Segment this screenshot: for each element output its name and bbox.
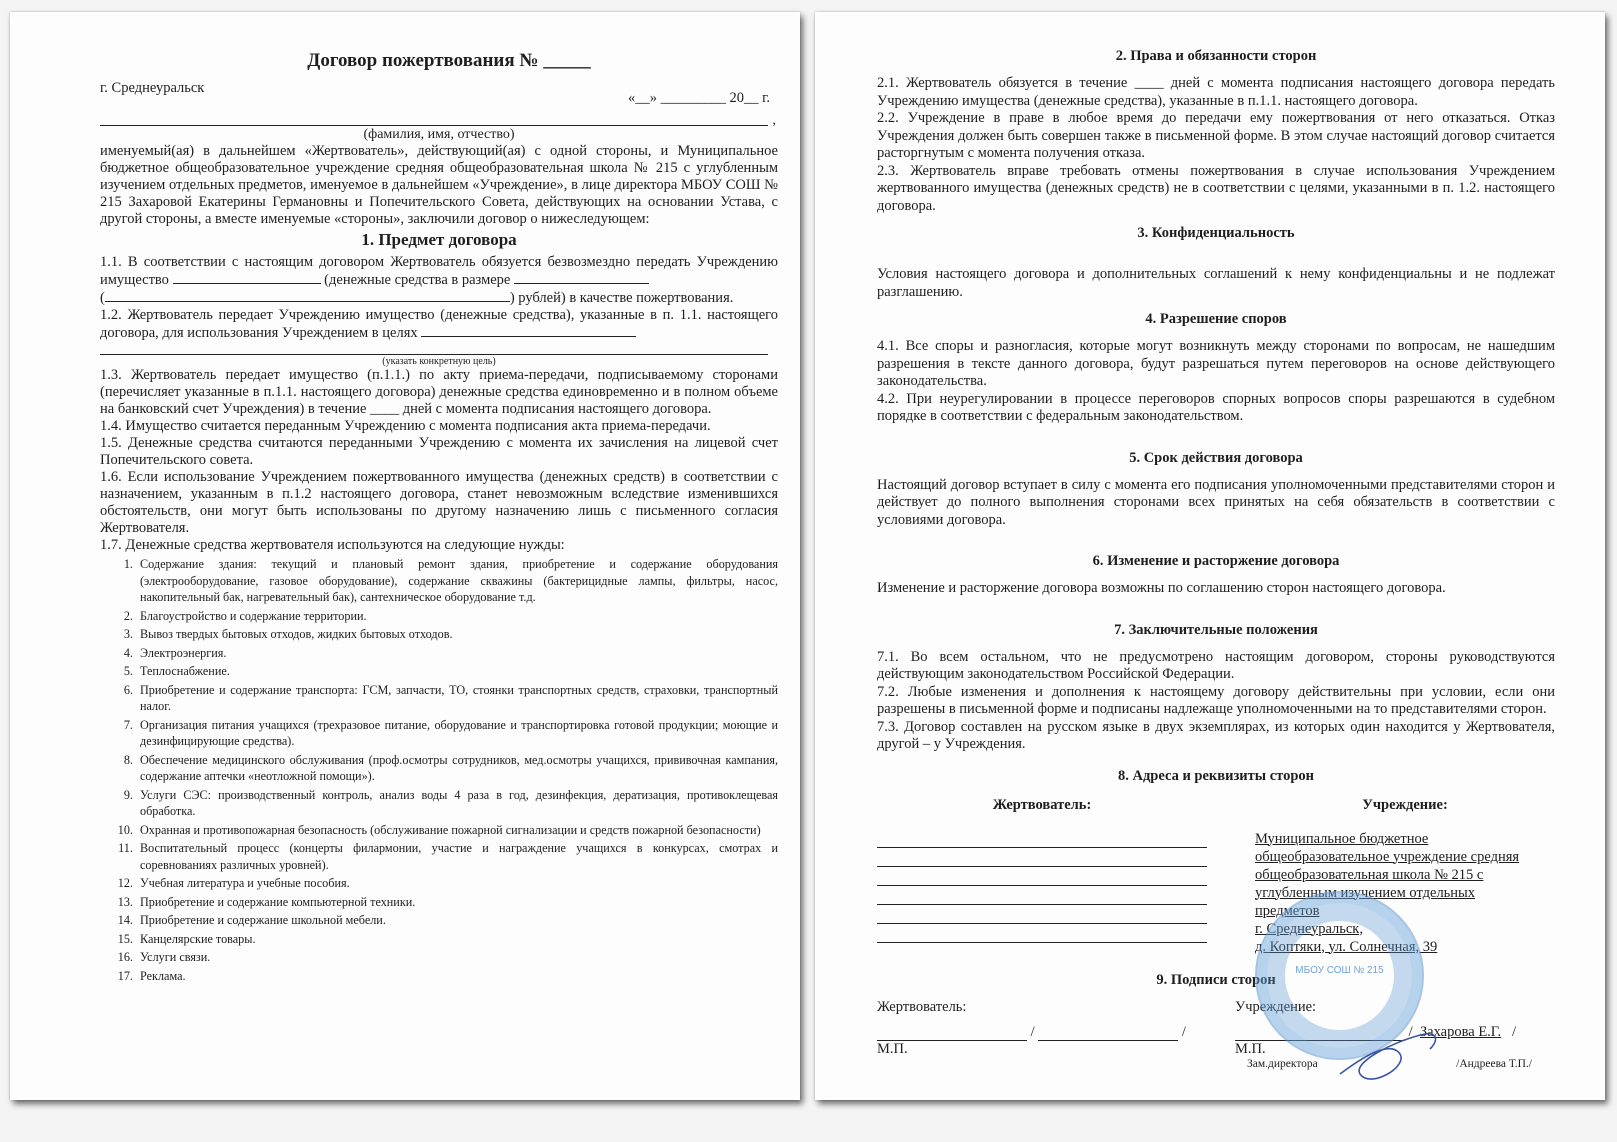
donor-sign-label: Жертвователь: bbox=[877, 998, 967, 1015]
institution-sign-label: Учреждение: bbox=[1235, 998, 1317, 1015]
amount-blank bbox=[514, 271, 649, 284]
section-4-title: 4. Разрешение споров bbox=[1145, 311, 1287, 327]
list-item: 14. Приобретение и содержание школьной мебели. bbox=[136, 912, 778, 929]
requisites bbox=[877, 797, 1555, 956]
needs-list bbox=[100, 556, 778, 984]
donor-signature-block: Жертвователь: / / М.П. bbox=[877, 999, 1207, 1070]
institution-address-line: Муниципальное бюджетное bbox=[1255, 830, 1429, 847]
institution-address-line: предметов bbox=[1255, 902, 1320, 919]
seal-label: М.П. bbox=[877, 1040, 908, 1057]
clause-1-4: 1.4. Имущество считается переданным Учреждению с момента подписания акта приема-передачи. bbox=[100, 418, 711, 434]
list-item: 10. Охранная и противопожарная безопасность (обслуживание пожарной сигнализации и средств пожарной безопасности) bbox=[136, 822, 778, 839]
clause-6: Изменение и расторжение договора возможны по соглашению сторон настоящего договора. bbox=[877, 580, 1446, 596]
list-item: 7. Организация питания учащихся (трехразовое питание, оборудование и транспортировка готовой продукции; моющие и дезинфицирующие средства). bbox=[136, 717, 778, 750]
name-caption: (фамилия, имя, отчество) bbox=[363, 127, 515, 142]
list-item: 8. Обеспечение медицинского обслуживания (проф.осмотры сотрудников, мед.осмотры учащихся, прививочная кампания, содержание аптечки «неотложной помощи»). bbox=[136, 752, 778, 785]
donor-requisites bbox=[877, 797, 1207, 956]
donor-requisite-line bbox=[877, 830, 1207, 848]
purpose-blank bbox=[421, 324, 636, 337]
clause-5: Настоящий договор вступает в силу с момента его подписания уполномоченными представителями сторон и действует до полного выполнения сторонами всех принятых на себя обязательств в соответствии с условиями договора. bbox=[877, 476, 1555, 528]
section-9-title: 9. Подписи сторон bbox=[1156, 971, 1276, 988]
list-item: 11. Воспитательный процесс (концерты филармонии, участие и награждение учащихся в конкурсах, смотрах и соревнованиях различных уровней). bbox=[136, 840, 778, 873]
purpose-caption: (указать конкретную цель) bbox=[382, 356, 496, 367]
list-item: 3. Вывоз твердых бытовых отходов, жидких бытовых отходов. bbox=[136, 626, 778, 643]
section-5-title: 5. Срок действия договора bbox=[1129, 449, 1303, 466]
clause-1-7: 1.7. Денежные средства жертвователя используются на следующие нужды: bbox=[100, 537, 565, 553]
donor-requisite-line bbox=[877, 849, 1207, 867]
donor-requisite-line bbox=[877, 906, 1207, 924]
section-6-title: 6. Изменение и расторжение договора bbox=[1092, 553, 1340, 569]
deputy-name: /Андреева Т.П./ bbox=[1456, 1057, 1532, 1070]
clause-1-3: 1.3. Жертвователь передает имущество (п.1.1.) по акту приема-передачи, подписываемому сторонами (перечисляет указанные в п.1.1. настоящего договора) денежные средства единовременно и в полном объеме на банковский счет Учреждения) в течение ____ дней с момента подписания настоящего договора. bbox=[100, 367, 778, 417]
donor-name-blank: , bbox=[100, 107, 768, 126]
institution-address-line: общеобразовательная школа № 215 с bbox=[1255, 866, 1484, 883]
institution-heading: Учреждение: bbox=[1362, 796, 1448, 813]
clause-7-3: 7.3. Договор составлен на русском языке в двух экземплярах, из которых один находится у Жертвователя, другой – у Учреждения. bbox=[877, 718, 1555, 752]
clause-7-1: 7.1. Во всем остальном, что не предусмотрено настоящим договором, стороны руководствуются действующим законодательством Российской Федерации. bbox=[877, 648, 1555, 682]
clause-4-2: 4.2. При неурегулировании в процессе переговоров спорных вопросов споры разрешаются в судебном порядке в соответствии с федеральным законодательством. bbox=[877, 390, 1555, 424]
donor-requisite-line bbox=[877, 887, 1207, 905]
document-title: Договор пожертвования № _____ bbox=[307, 50, 591, 71]
clause-2-1: 2.1. Жертвователь обязуется в течение ____ дней с момента подписания настоящего договора передать Учреждению имущества (денежные средства), указанные в п.1.1. настоящего договора. bbox=[877, 75, 1555, 109]
clause-4-1: 4.1. Все споры и разногласия, которые могут возникнуть между сторонами по вопросам, не нашедшим разрешения в тексте данного договора, будут разрешаться путем переговоров на основе действующего законодательства. bbox=[877, 338, 1555, 389]
section-8-title: 8. Адреса и реквизиты сторон bbox=[1117, 767, 1315, 784]
institution-signature-block: МБОУ СОШ № 215 Учреждение: / Захарова Е.Г. / М.П. Зам.директора /Андреева Т.П./ bbox=[1235, 999, 1555, 1070]
list-item: 12. Учебная литература и учебные пособия. bbox=[136, 875, 778, 892]
section-1-title: 1. Предмет договора bbox=[361, 230, 517, 249]
clause-7-2: 7.2. Любые изменения и дополнения к настоящему договору действительны при условии, если они разрешены в письменной форме и подписаны надлежаще уполномоченными на то представителями сторон. bbox=[877, 683, 1555, 717]
list-item: 5. Теплоснабжение. bbox=[136, 663, 778, 680]
institution-requisites bbox=[1255, 797, 1555, 956]
property-blank bbox=[173, 271, 321, 284]
section-7-title: 7. Заключительные положения bbox=[1114, 621, 1318, 638]
clause-3: Условия настоящего договора и дополнительных соглашений к нему конфиденциальны и не подлежат разглашению. bbox=[877, 266, 1555, 300]
stamp-text: МБОУ СОШ № 215 bbox=[1295, 964, 1384, 976]
clause-1-1: 1.1. В соответствии с настоящим договором Жертвователь обязуется безвозмездно передать Учреждению имущество (денежные средства в размере ( ) рублей) в качестве пожертвования. bbox=[100, 254, 778, 306]
director-name: Захарова Е.Г. bbox=[1419, 1023, 1502, 1040]
deputy-label: Зам.директора bbox=[1247, 1057, 1318, 1070]
donor-requisite-line bbox=[877, 925, 1207, 943]
contract-page-2 bbox=[815, 12, 1605, 1100]
institution-address-line: углубленным изучением отдельных bbox=[1255, 884, 1476, 901]
donor-heading: Жертвователь: bbox=[992, 796, 1092, 813]
date-field: «__» _________ 20__ г. bbox=[627, 90, 770, 106]
institution-address-line: г. Среднеуральск, bbox=[1255, 920, 1363, 937]
list-item: 16. Услуги связи. bbox=[136, 949, 778, 966]
list-item: 9. Услуги СЭС: производственный контроль, анализ воды 4 раза в год, дезинфекция, дератизация, противоклещевая обработка. bbox=[136, 787, 778, 820]
purpose-blank-2 bbox=[100, 344, 768, 355]
clause-1-6: 1.6. Если использование Учреждением пожертвованного имущества (денежных средств) в соответствии с назначением, указанным в п.1.2 настоящего договора, станет невозможным вследствие изменившихся обстоятельств, они могут быть использованы по другому назначению лишь с письменного согласия Жертвователя. bbox=[100, 469, 778, 536]
city: г. Среднеуральск bbox=[100, 80, 205, 96]
preamble: именуемый(ая) в дальнейшем «Жертвователь», действующий(ая) с одной стороны, и Муниципальное бюджетное общеобразовательное учреждение средняя общеобразовательная школа № 215 с углубленным изучением отдельных предметов, именуемое в дальнейшем «Учреждение», в лице директора МБОУ СОШ № 215 Захаровой Екатерины Германовны и Попечительского Совета, действующих на основании Устава, с другой стороны, а вместе именуемые «стороны», заключили договор о нижеследующем: bbox=[100, 143, 778, 227]
list-item: 6. Приобретение и содержание транспорта: ГСМ, запчасти, ТО, стоянки транспортных средств, страховки, транспортный налог. bbox=[136, 682, 778, 715]
section-2-title: 2. Права и обязанности сторон bbox=[1115, 48, 1317, 64]
section-3-title: 3. Конфиденциальность bbox=[1137, 225, 1295, 241]
list-item: 13. Приобретение и содержание компьютерной техники. bbox=[136, 894, 778, 911]
clause-2-3: 2.3. Жертвователь вправе требовать отмены пожертвования в случае использования Учреждением жертвованного имущества (денежных средств) не в соответствии с целями, указанными в п. 1.2. настоящего договора. bbox=[877, 162, 1555, 214]
list-item: 2. Благоустройство и содержание территории. bbox=[136, 608, 778, 625]
institution-signature-blank bbox=[1235, 1024, 1405, 1041]
list-item: 1. Содержание здания: текущий и плановый ремонт здания, приобретение и содержание оборудования (электрооборудование, газовое оборудование), содержание скважины (бактерицидные лампы, фильтры, насос, накопительный бак, нагревательный бак), сантехническое оборудование т.д. bbox=[136, 556, 778, 606]
institution-address-line: общеобразовательное учреждение средняя bbox=[1255, 848, 1520, 865]
donor-name-blank bbox=[1038, 1024, 1178, 1041]
list-item: 15. Канцелярские товары. bbox=[136, 931, 778, 948]
clause-2-2: 2.2. Учреждение в праве в любое время до передачи ему пожертвования от него отказаться. Отказ Учреждения должен быть совершен также в письменной форме. В этом случае настоящий договор считается расторгнутым с момента получения отказа. bbox=[877, 110, 1555, 161]
city-date-row bbox=[100, 80, 778, 107]
contract-page-1 bbox=[10, 12, 800, 1100]
donor-requisite-line bbox=[877, 868, 1207, 886]
list-item: 4. Электроэнергия. bbox=[136, 645, 778, 662]
seal-label-institution: М.П. bbox=[1235, 1040, 1266, 1057]
clause-1-2: 1.2. Жертвователь передает Учреждению имущество (денежные средства), указанные в п. 1.1. настоящего договора, для использования Учреждением в целях bbox=[100, 307, 778, 341]
list-item: 17. Реклама. bbox=[136, 968, 778, 985]
institution-address-line: д. Коптяки, ул. Солнечная, 39 bbox=[1255, 938, 1438, 955]
amount-words-blank bbox=[105, 289, 510, 302]
donor-signature-blank bbox=[877, 1024, 1027, 1041]
clause-1-5: 1.5. Денежные средства считаются переданными Учреждению с момента их зачисления на лицевой счет Попечительского совета. bbox=[100, 435, 778, 468]
